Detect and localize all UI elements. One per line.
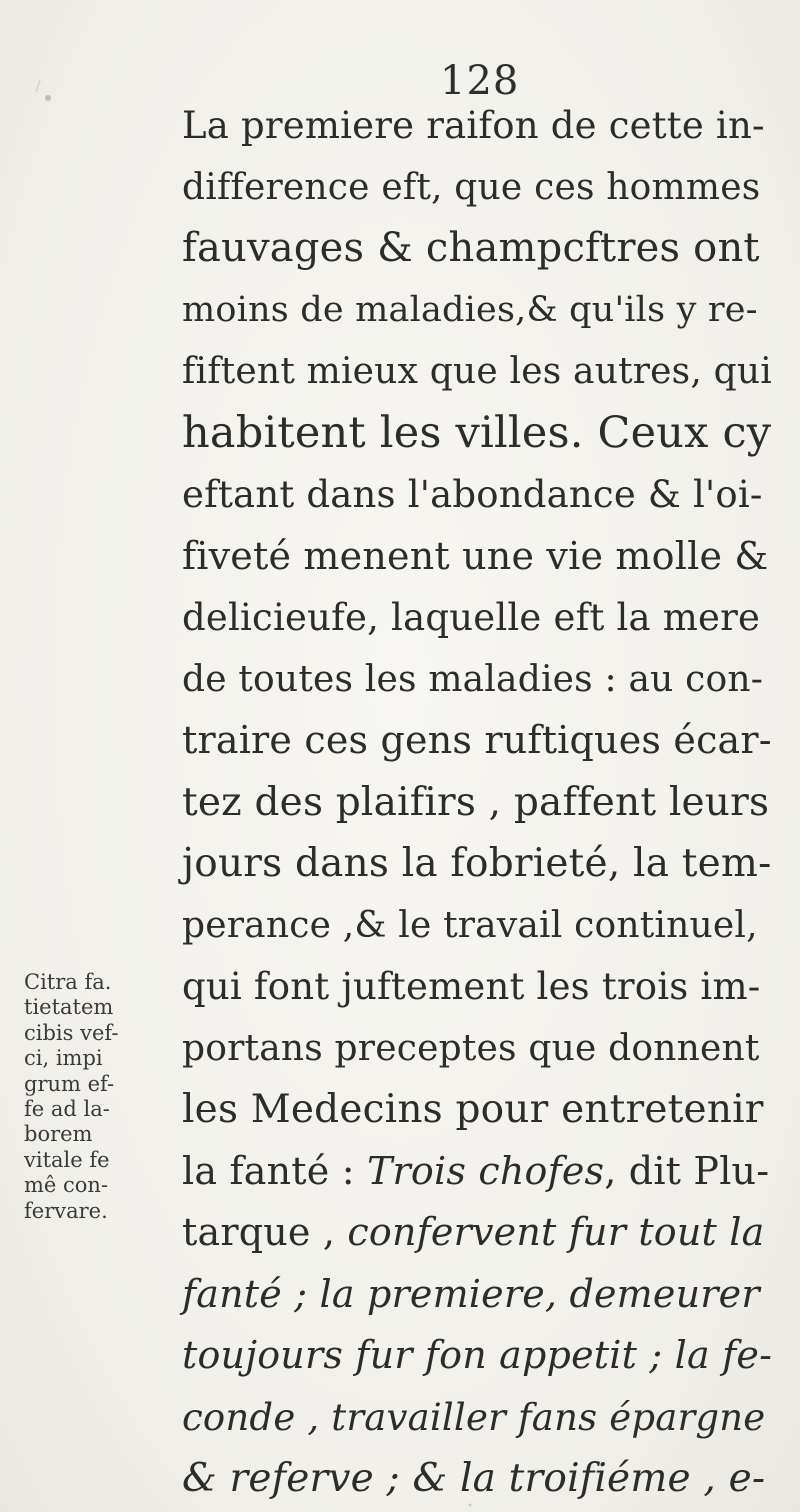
margin-note-line: fervare. [24, 1198, 108, 1223]
text-segment: eftant dans l'abondance & l'oi- [182, 473, 763, 516]
italic-segment: fanté ; la premiere, demeurer [182, 1271, 760, 1316]
margin-note-line: mê con- [24, 1173, 109, 1198]
text-line [182, 1325, 772, 1387]
text-segment: les Medecins pour entretenir [182, 1087, 764, 1132]
text-segment: fauvages & champcftres ont [182, 225, 760, 271]
text-segment: fiftent mieux que les autres, qui [182, 351, 772, 392]
text-line [182, 280, 772, 342]
text-line [182, 956, 772, 1018]
text-segment: tarque , [182, 1210, 348, 1254]
margin-note-line: vitale fe [24, 1147, 110, 1172]
text-line [182, 710, 772, 772]
text-segment: habitent les villes. Ceux cy [182, 407, 772, 458]
text-segment: jours dans la fobrieté, la tem- [182, 841, 772, 886]
italic-segment: & referve ; & la troifiéme , e- [182, 1456, 766, 1501]
text-line [182, 895, 772, 957]
text-segment: portans preceptes que donnent [182, 1027, 760, 1069]
text-line [182, 464, 772, 526]
text-line [182, 1141, 772, 1203]
margin-note-line: borem [24, 1122, 93, 1147]
text-line [182, 341, 772, 403]
text-segment: la fanté : [182, 1148, 368, 1193]
text-line [182, 833, 772, 895]
text-line [182, 95, 772, 157]
text-line [182, 1387, 772, 1449]
italic-segment: confervent fur tout la [347, 1210, 765, 1254]
margin-note-line: cibis vef- [24, 1020, 119, 1045]
text-segment: perance ,& le travail continuel, [182, 904, 758, 946]
text-segment: difference eft, que ces hommes [182, 166, 761, 208]
margin-note-line: ci, impi [24, 1046, 103, 1071]
text-line [182, 1079, 772, 1141]
text-segment: tez des plaifirs , paffent leurs [182, 779, 770, 825]
text-segment: traire ces gens ruftiques écar- [182, 718, 772, 762]
margin-note-line: grum ef- [24, 1071, 115, 1096]
italic-segment: conde , travailler fans épargne [182, 1395, 766, 1439]
text-segment: fiveté menent une vie molle & [182, 533, 769, 578]
margin-note-line: tietatem [24, 995, 114, 1020]
page-number: 128 [440, 58, 520, 104]
text-line [182, 1448, 772, 1510]
body-text [182, 95, 772, 1510]
text-segment: de toutes les maladies : au con- [182, 658, 764, 700]
text-line [182, 587, 772, 649]
paper-speck [45, 95, 51, 101]
margin-note [24, 970, 164, 1224]
text-segment: La premiere raifon de cette in- [182, 104, 765, 147]
text-segment: qui font juftement les trois im- [182, 965, 761, 1008]
text-line [182, 1264, 772, 1326]
text-line [182, 157, 772, 219]
italic-segment: Trois chofes [367, 1148, 605, 1193]
text-line [182, 1018, 772, 1080]
text-line [182, 526, 772, 588]
text-line [182, 772, 772, 834]
text-segment: delicieufe, laquelle eft la mere [182, 596, 761, 639]
text-line [182, 218, 772, 280]
margin-note-line: fe ad la- [24, 1096, 110, 1121]
text-line [182, 403, 772, 465]
text-segment: , dit Plu- [604, 1148, 770, 1193]
italic-segment: toujours fur fon appetit ; la fe- [182, 1333, 773, 1377]
text-line [182, 1202, 772, 1264]
margin-note-line: Citra fa. [24, 970, 112, 994]
paper-speck [36, 80, 40, 92]
text-line [182, 649, 772, 711]
text-segment: moins de maladies,& qu'ils y re- [182, 289, 758, 330]
